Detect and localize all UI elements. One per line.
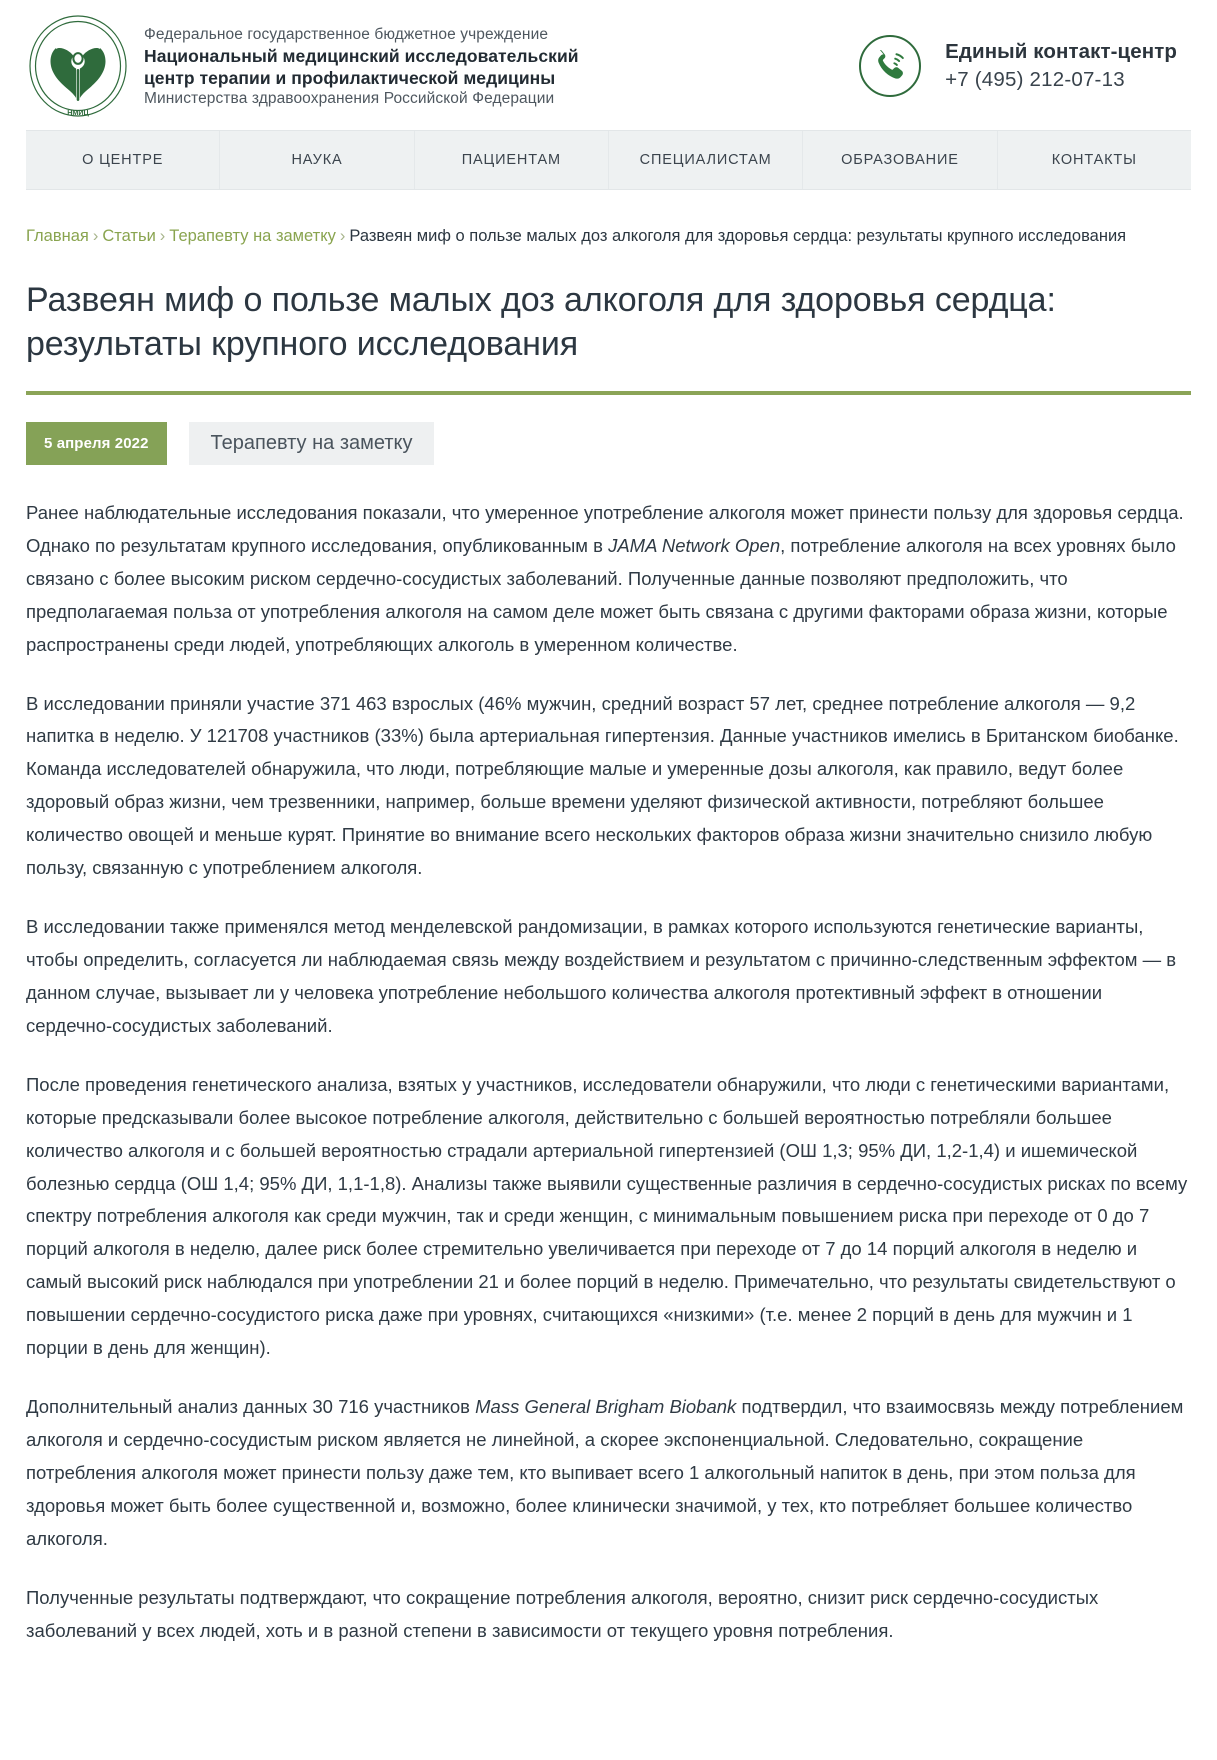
article-text-run: , потребление алкоголя на всех уровнях было связано с более высоким риском сердечно-сосудистых заболеваний. Полученные данные позволяют предположить, что предполагаемая польза от употребления алкоголя на самом деле может быть связана с другими факторами образа жизни, которые распространены среди людей, употребляющих алкоголь в умеренном количестве. — [26, 534, 1176, 655]
article-paragraph — [26, 688, 1191, 886]
article-paragraph — [26, 911, 1191, 1043]
breadcrumb-section[interactable]: Статьи — [102, 227, 156, 245]
article-text-emphasis: Mass General Brigham Biobank — [475, 1396, 737, 1418]
title-divider — [26, 391, 1191, 395]
category-tag-badge[interactable]: Терапевту на заметку — [189, 422, 435, 465]
org-line-2: Национальный медицинский исследовательский — [144, 45, 579, 66]
contact-center-title: Единый контакт-центр — [945, 40, 1177, 64]
article-paragraph — [26, 1391, 1191, 1556]
article-text-run: Дополнительный анализ данных 30 716 участников — [26, 1396, 476, 1418]
article-paragraph — [26, 1069, 1191, 1365]
contact-center-phone[interactable]: +7 (495) 212-07-13 — [945, 68, 1125, 91]
breadcrumb-separator-2: › — [159, 227, 166, 245]
breadcrumb-home[interactable]: Главная — [26, 227, 89, 245]
article-text-emphasis: JAMA Network Open — [608, 534, 781, 556]
article-text-run: Ранее наблюдательные исследования показали, что умеренное употребление алкоголя может принести пользу для здоровья сердца. Однако по результатам крупного исследования, опубликованным в — [26, 501, 1184, 556]
nav-item-education[interactable]: ОБРАЗОВАНИЕ — [803, 131, 997, 189]
phone-icon — [859, 35, 921, 97]
contact-center[interactable] — [859, 35, 1191, 97]
nav-item-about[interactable]: О ЦЕНТРЕ — [26, 131, 220, 189]
article-text-run: В исследовании приняли участие 371 463 взрослых (46% мужчин, средний возраст 57 лет, среднее потребление алкоголя — 9,2 напитка в неделю. У 121708 участников (33%) была артериальная гипертензия. Данные участников имелись в Британском биобанке. Команда исследователей обнаружила, что люди, потребляющие малые и умеренные дозы алкоголя, как правило, ведут более здоровый образ жизни, чем трезвенники, например, больше времени уделяют физической активности, потребляют большее количество овощей и меньше курят. Принятие во внимание всего нескольких факторов образа жизни значительно снизило любую пользу, связанную с употреблением алкоголя. — [26, 692, 1179, 879]
nav-item-specialists[interactable]: СПЕЦИАЛИСТАМ — [609, 131, 803, 189]
breadcrumb-subsection[interactable]: Терапевту на заметку — [169, 227, 336, 245]
article-text-run: Полученные результаты подтверждают, что сокращение потребления алкоголя, вероятно, снизит риск сердечно-сосудистых заболеваний у всех людей, хоть и в разной степени в зависимости от текущего уровня потребления. — [26, 1586, 1099, 1641]
page-content — [0, 190, 1217, 1674]
publication-date-badge: 5 апреля 2022 — [26, 422, 167, 465]
org-line-4: Министерства здравоохранения Российской Федерации — [144, 90, 555, 108]
organization-logo-icon — [26, 14, 130, 118]
nav-item-contacts[interactable]: КОНТАКТЫ — [1051, 152, 1137, 168]
org-line-3: центр терапии и профилактической медицины — [144, 68, 556, 88]
breadcrumb-current: Развеян миф о пользе малых доз алкоголя для здоровья сердца: результаты крупного исследования — [349, 227, 1127, 245]
main-navigation — [26, 130, 1191, 190]
nav-item-patients[interactable]: ПАЦИЕНТАМ — [415, 131, 609, 189]
breadcrumb — [26, 190, 1191, 250]
article-paragraph — [26, 1582, 1191, 1648]
breadcrumb-separator-1: › — [92, 227, 99, 245]
organization-name — [144, 23, 579, 109]
article-text-run: После проведения генетического анализа, взятых у участников, исследователи обнаружили, что люди с генетическими вариантами, которые предсказывали более высокое потребление алкоголя, действительно с большей вероятностью потребляли большее количество алкоголя и с большей вероятностью страдали артериальной гипертензией (ОШ 1,3; 95% ДИ, 1,2-1,4) и ишемической болезнью сердца (ОШ 1,4; 95% ДИ, 1,1-1,8). Анализы также выявили существенные различия в сердечно-сосудистых рисках по всему спектру потребления алкоголя как среди мужчин, так и среди женщин, с минимальным повышением риска при переходе от 0 до 7 порций алкоголя в неделю, далее риск более стремительно увеличивается при переходе от 7 до 14 порций алкоголя в неделю и самый высокий риск наблюдался при употреблении 21 и более порций в неделю. Примечательно, что результаты свидетельствуют о повышении сердечно-сосудистого риска даже при уровнях, считающихся «низкими» (т.е. менее 2 порций в день для мужчин и 1 порции в день для женщин). — [26, 1073, 1188, 1359]
site-header — [0, 0, 1217, 130]
org-line-1: Федеральное государственное бюджетное учреждение — [144, 25, 549, 43]
article-body — [26, 497, 1191, 1674]
svg-text:НМИЦ: НМИЦ — [67, 108, 89, 117]
article-paragraph — [26, 497, 1191, 662]
nav-item-science[interactable]: НАУКА — [220, 131, 414, 189]
brand[interactable] — [26, 14, 579, 118]
article-text-run: В исследовании также применялся метод менделевской рандомизации, в рамках которого используются генетические варианты, чтобы определить, согласуется ли наблюдаемая связь между воздействием и результатом с причинно-следственным эффектом — в данном случае, вызывает ли у человека употребление небольшого количества алкоголя протективный эффект в отношении сердечно-сосудистых заболеваний. — [26, 916, 1177, 1036]
breadcrumb-separator-3: › — [339, 227, 346, 245]
article-meta — [26, 422, 1191, 465]
article-text-run: подтвердил, что взаимосвязь между потреблением алкоголя и сердечно-сосудистым риском является не линейной, а скорее экспоненциальной. Следовательно, сокращение потребления алкоголя может принести пользу даже тем, кто выпивает всего 1 алкогольный напиток в день, при этом польза для здоровья может быть более существенной и, возможно, более клинически значимой, у тех, кто потребляет большее количество алкоголя. — [26, 1396, 1184, 1549]
page-title: Развеян миф о пользе малых доз алкоголя для здоровья сердца: результаты крупного исследования — [26, 280, 1056, 363]
